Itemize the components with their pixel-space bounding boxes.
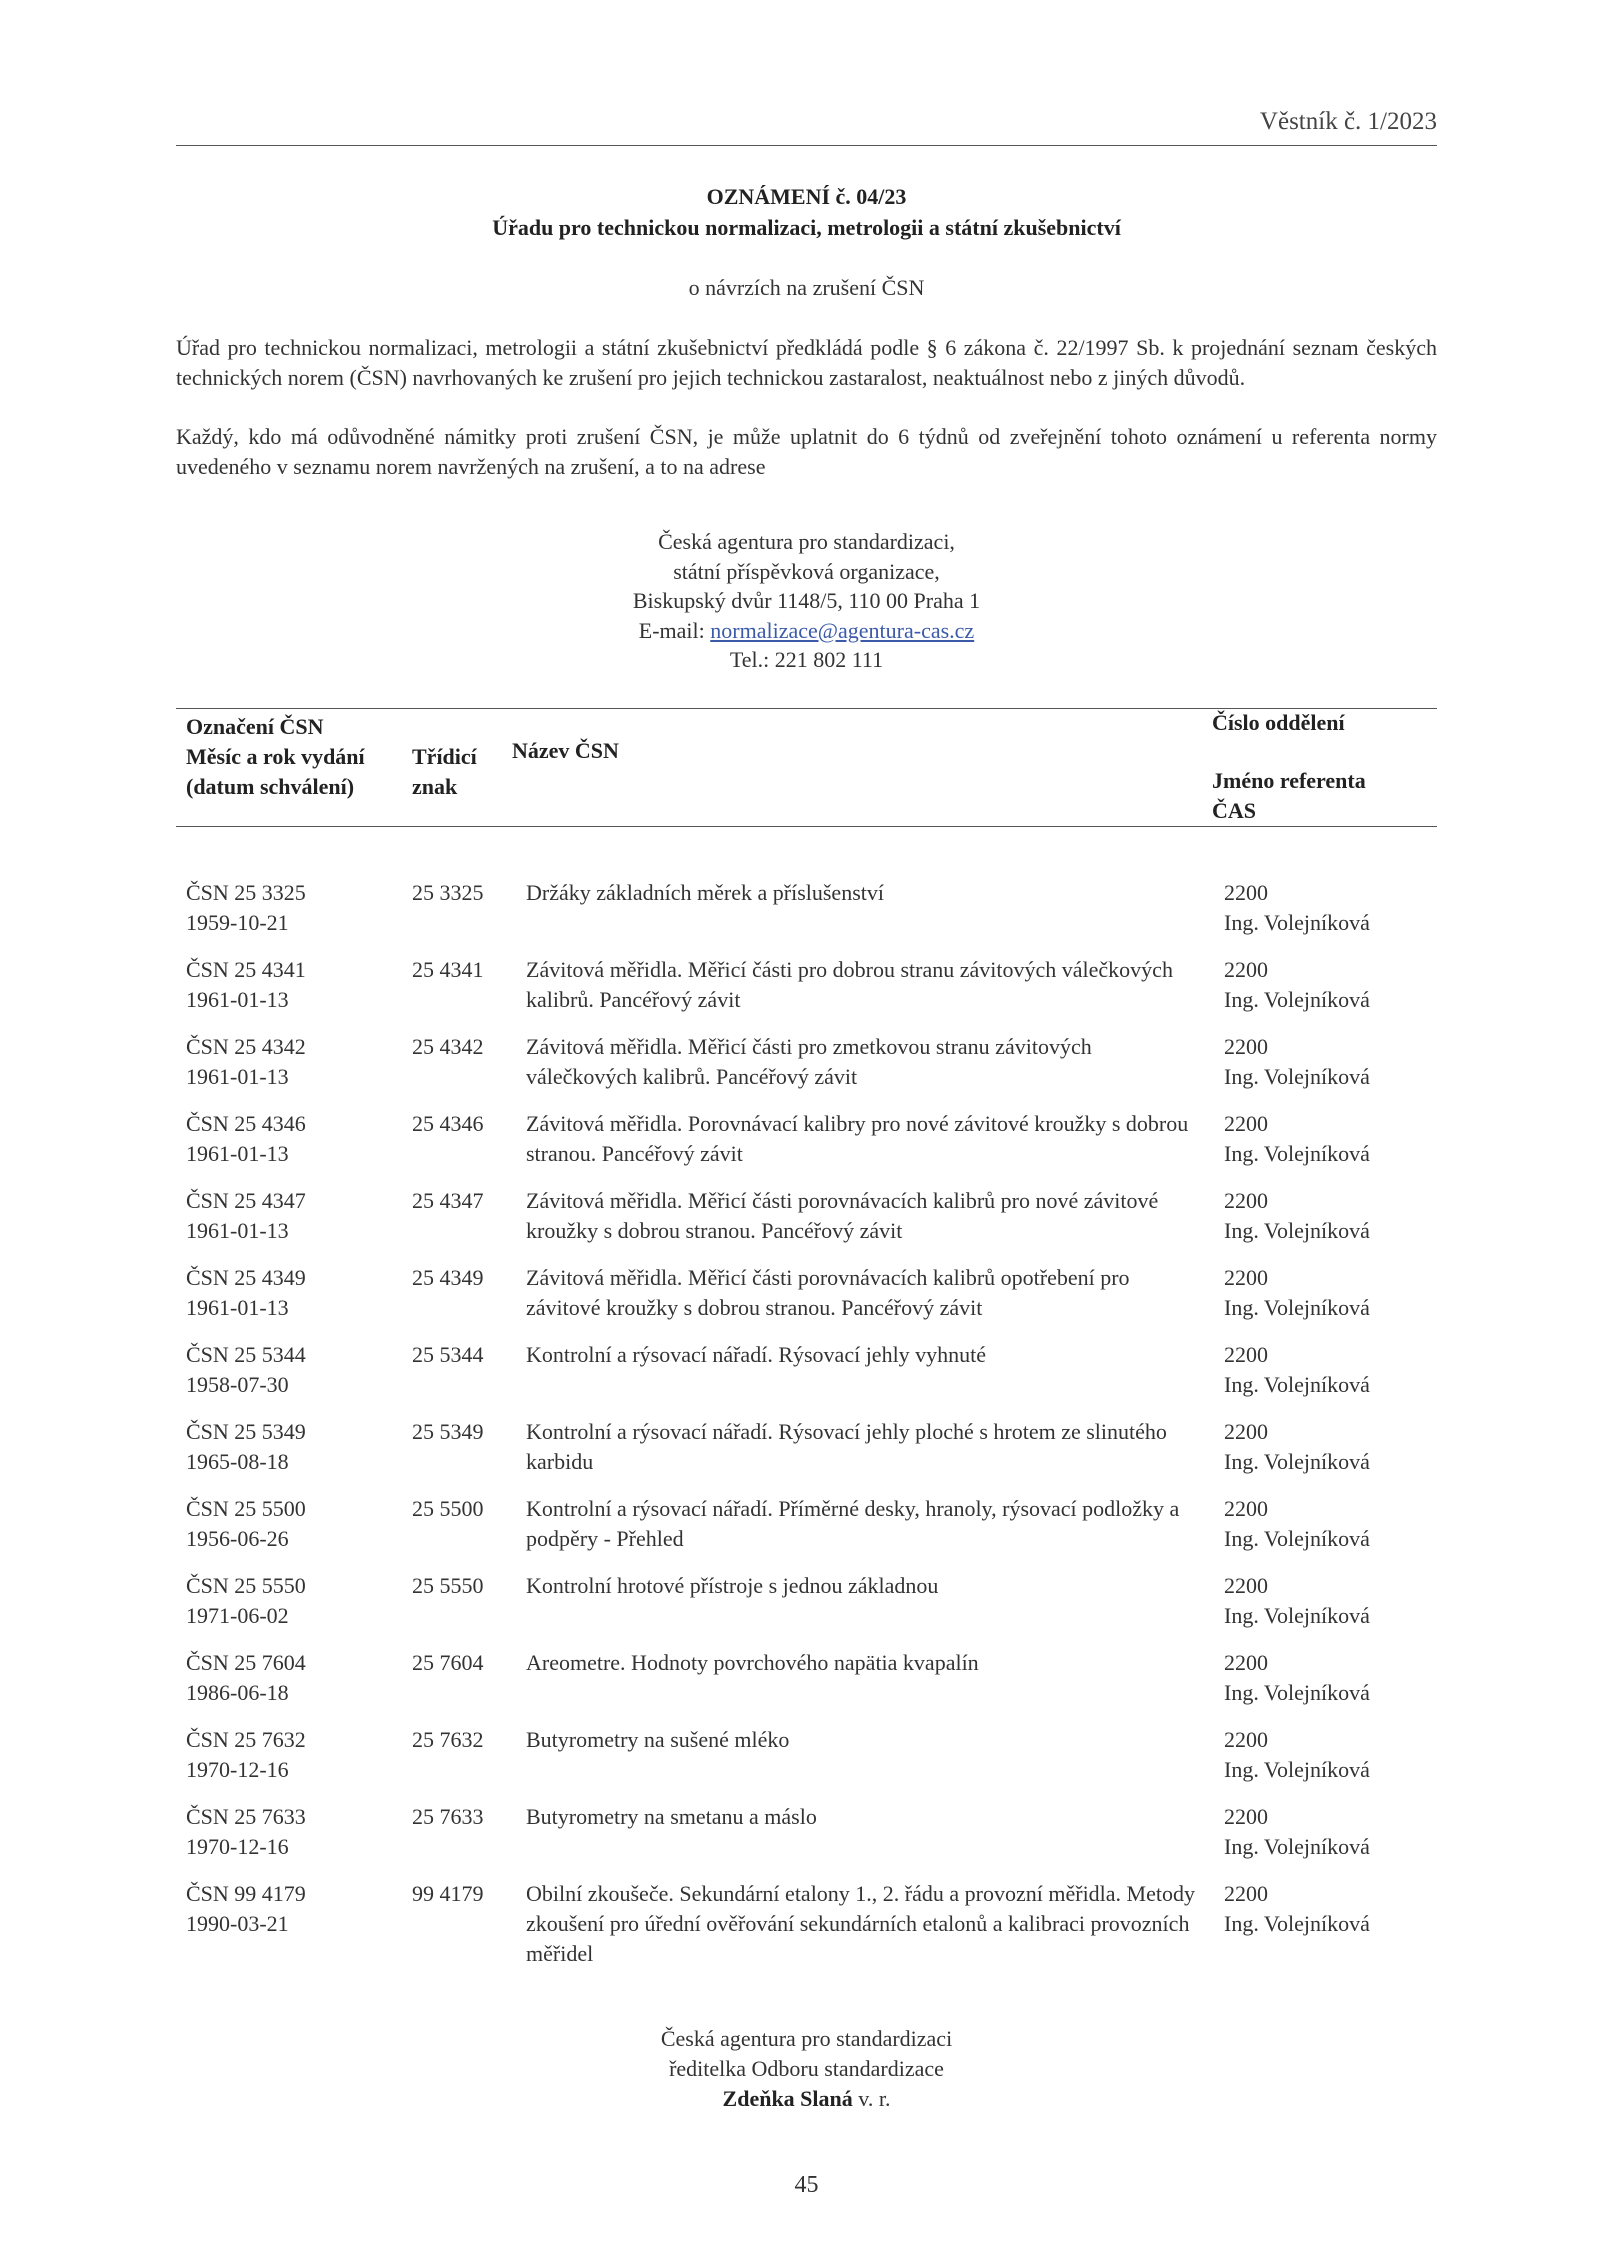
sort-code-cell: 25 3325 <box>412 880 484 905</box>
address-line: státní příspěvková organizace, <box>673 558 940 584</box>
referent-name: Ing. Volejníková <box>1224 1295 1370 1320</box>
standard-title-cell: Závitová měřidla. Porovnávací kalibry pro nové závitové kroužky s dobrou stranou. Pancéřový závit <box>526 1111 1189 1166</box>
standard-title-cell: Areometre. Hodnoty povrchového napätia kvapalín <box>526 1650 979 1675</box>
standards-table-body <box>176 878 1437 1986</box>
standard-code: ČSN 25 7633 <box>186 1804 306 1829</box>
standard-title-cell: Kontrolní a rýsovací nářadí. Rýsovací jehly ploché s hrotem ze slinutého karbidu <box>526 1419 1167 1474</box>
designation-cell <box>186 1725 396 1785</box>
designation-cell <box>186 1186 396 1246</box>
referent-cell <box>1224 1494 1437 1554</box>
running-head: Věstník č. 1/2023 <box>1259 108 1437 135</box>
sort-code-cell: 25 4342 <box>412 1034 484 1059</box>
standard-title-cell: Kontrolní hrotové přístroje s jednou základnou <box>526 1573 939 1598</box>
referent-cell <box>1224 955 1437 1015</box>
referent-cell <box>1224 1417 1437 1477</box>
signature-org: Česká agentura pro standardizaci <box>660 2026 953 2051</box>
designation-cell <box>186 1340 396 1400</box>
referent-cell <box>1224 1802 1437 1862</box>
address-line: Česká agentura pro standardizaci, <box>658 529 955 554</box>
designation-cell <box>186 1109 396 1169</box>
approval-date: 1961-01-13 <box>186 1218 289 1243</box>
header-text: Měsíc a rok vydání <box>186 744 365 769</box>
signature-block <box>176 2024 1437 2114</box>
email-link[interactable]: normalizace@agentura-cas.cz <box>710 617 975 643</box>
table-header-bottom-rule <box>176 826 1437 827</box>
sort-code-cell: 25 7604 <box>412 1650 484 1675</box>
standard-title-cell: Závitová měřidla. Měřicí části pro dobrou stranu závitových válečkových kalibrů. Pancéřový závit <box>526 957 1173 1012</box>
department-number: 2200 <box>1224 1650 1268 1675</box>
designation-cell <box>186 1648 396 1708</box>
table-row <box>176 1186 1437 1246</box>
intro-paragraph: Úřad pro technickou normalizaci, metrologii a státní zkušebnictví předkládá podle § 6 zákona č. 22/1997 Sb. k projednání seznam českých technických norem (ČSN) navrhovaných ke zrušení pro jejich technickou zastaralost, neaktuálnost nebo z jiných důvodů. <box>176 335 1437 390</box>
sort-code-cell: 25 5550 <box>412 1573 484 1598</box>
approval-date: 1959-10-21 <box>186 910 289 935</box>
referent-name: Ing. Volejníková <box>1224 1757 1370 1782</box>
table-row <box>176 1725 1437 1785</box>
referent-cell <box>1224 1186 1437 1246</box>
referent-cell <box>1224 1032 1437 1092</box>
standard-title-cell: Obilní zkoušeče. Sekundární etalony 1., 2. řádu a provozní měřidla. Metody zkoušení pro úřední ověřování sekundárních etalonů a kalibraci provozních měřidel <box>526 1881 1195 1966</box>
phone-line: Tel.: 221 802 111 <box>729 647 884 672</box>
standard-code: ČSN 25 4341 <box>186 957 306 982</box>
sort-code-cell: 25 5349 <box>412 1419 484 1444</box>
header-referent <box>1212 766 1366 826</box>
header-text: znak <box>412 774 458 799</box>
table-row <box>176 1340 1437 1400</box>
designation-cell <box>186 955 396 1015</box>
standard-title-cell: Kontrolní a rýsovací nářadí. Rýsovací jehly vyhnuté <box>526 1342 987 1367</box>
standard-title-cell: Závitová měřidla. Měřicí části porovnávacích kalibrů pro nové závitové kroužky s dobrou stranou. Pancéřový závit <box>526 1188 1159 1243</box>
sort-code-cell: 25 7632 <box>412 1727 484 1752</box>
referent-name: Ing. Volejníková <box>1224 1141 1370 1166</box>
standard-code: ČSN 25 7632 <box>186 1727 306 1752</box>
approval-date: 1990-03-21 <box>186 1911 289 1936</box>
approval-date: 1958-07-30 <box>186 1372 289 1397</box>
referent-cell <box>1224 1725 1437 1785</box>
department-number: 2200 <box>1224 1727 1268 1752</box>
signature-name: Zdeňka Slaná <box>722 2086 853 2111</box>
header-text: Jméno referenta <box>1212 768 1366 793</box>
designation-cell <box>186 1417 396 1477</box>
referent-name: Ing. Volejníková <box>1224 1064 1370 1089</box>
table-row <box>176 878 1437 938</box>
designation-cell <box>186 1879 396 1939</box>
table-row <box>176 1109 1437 1169</box>
approval-date: 1970-12-16 <box>186 1757 289 1782</box>
table-row <box>176 1263 1437 1323</box>
approval-date: 1961-01-13 <box>186 1295 289 1320</box>
approval-date: 1965-08-18 <box>186 1449 289 1474</box>
designation-cell <box>186 1263 396 1323</box>
email-label: E-mail: <box>638 617 711 643</box>
header-text: Označení ČSN <box>186 714 324 739</box>
table-row <box>176 1648 1437 1708</box>
department-number: 2200 <box>1224 1265 1268 1290</box>
standard-title-cell: Butyrometry na sušené mléko <box>526 1727 790 1752</box>
signature-suffix: v. r. <box>852 2086 891 2111</box>
document-page <box>176 0 1437 2263</box>
standard-code: ČSN 25 7604 <box>186 1650 306 1675</box>
referent-name: Ing. Volejníková <box>1224 1911 1370 1936</box>
standard-title-cell: Kontrolní a rýsovací nářadí. Příměrné desky, hranoly, rýsovací podložky a podpěry - Přehled <box>526 1496 1180 1551</box>
sort-code-cell: 99 4179 <box>412 1881 484 1906</box>
header-name: Název ČSN <box>512 738 619 763</box>
referent-name: Ing. Volejníková <box>1224 910 1370 935</box>
referent-name: Ing. Volejníková <box>1224 1603 1370 1628</box>
standard-code: ČSN 25 5349 <box>186 1419 306 1444</box>
header-department: Číslo oddělení <box>1212 710 1345 735</box>
sort-code-cell: 25 4341 <box>412 957 484 982</box>
sort-code-cell: 25 4349 <box>412 1265 484 1290</box>
referent-name: Ing. Volejníková <box>1224 1449 1370 1474</box>
designation-cell <box>186 1494 396 1554</box>
approval-date: 1970-12-16 <box>186 1834 289 1859</box>
department-number: 2200 <box>1224 1419 1268 1444</box>
notice-issuer: Úřadu pro technickou normalizaci, metrologii a státní zkušebnictví <box>492 215 1121 240</box>
address-block <box>176 527 1437 675</box>
standard-code: ČSN 25 4347 <box>186 1188 306 1213</box>
standard-title-cell: Butyrometry na smetanu a máslo <box>526 1804 817 1829</box>
sort-code-cell: 25 4347 <box>412 1188 484 1213</box>
referent-name: Ing. Volejníková <box>1224 1372 1370 1397</box>
standard-code: ČSN 25 3325 <box>186 880 306 905</box>
department-number: 2200 <box>1224 1804 1268 1829</box>
table-row <box>176 1571 1437 1631</box>
table-row <box>176 1802 1437 1862</box>
notice-subtitle: o návrzích na zrušení ČSN <box>688 275 925 300</box>
header-text: Třídicí <box>412 744 477 769</box>
referent-cell <box>1224 1109 1437 1169</box>
department-number: 2200 <box>1224 1034 1268 1059</box>
department-number: 2200 <box>1224 1188 1268 1213</box>
standard-code: ČSN 99 4179 <box>186 1881 306 1906</box>
referent-name: Ing. Volejníková <box>1224 1834 1370 1859</box>
referent-cell <box>1224 1571 1437 1631</box>
sort-code-cell: 25 5344 <box>412 1342 484 1367</box>
table-row <box>176 1417 1437 1477</box>
designation-cell <box>186 1032 396 1092</box>
referent-name: Ing. Volejníková <box>1224 1526 1370 1551</box>
header-sort-code <box>412 742 477 802</box>
table-row <box>176 955 1437 1015</box>
sort-code-cell: 25 7633 <box>412 1804 484 1829</box>
department-number: 2200 <box>1224 880 1268 905</box>
department-number: 2200 <box>1224 1573 1268 1598</box>
designation-cell <box>186 878 396 938</box>
signature-name-line <box>176 2084 1437 2114</box>
referent-name: Ing. Volejníková <box>1224 987 1370 1012</box>
department-number: 2200 <box>1224 957 1268 982</box>
department-number: 2200 <box>1224 1342 1268 1367</box>
page-number: 45 <box>794 2172 819 2198</box>
standard-code: ČSN 25 4346 <box>186 1111 306 1136</box>
standard-title-cell: Závitová měřidla. Měřicí části pro zmetkovou stranu závitových válečkových kalibrů. Pancéřový závit <box>526 1034 1092 1089</box>
referent-cell <box>1224 1648 1437 1708</box>
header-text: ČAS <box>1212 798 1257 823</box>
approval-date: 1961-01-13 <box>186 987 289 1012</box>
standard-code: ČSN 25 5550 <box>186 1573 306 1598</box>
notice-title: OZNÁMENÍ č. 04/23 <box>706 184 907 209</box>
objection-paragraph: Každý, kdo má odůvodněné námitky proti zrušení ČSN, je může uplatnit do 6 týdnů od zveřejnění tohoto oznámení u referenta normy uvedeného v seznamu norem navržených na zrušení, a to na adrese <box>176 424 1437 479</box>
approval-date: 1956-06-26 <box>186 1526 289 1551</box>
standard-code: ČSN 25 5344 <box>186 1342 306 1367</box>
standard-title-cell: Závitová měřidla. Měřicí části porovnávacích kalibrů opotřebení pro závitové kroužky s dobrou stranou. Pancéřový závit <box>526 1265 1130 1320</box>
department-number: 2200 <box>1224 1496 1268 1521</box>
address-line: Biskupský dvůr 1148/5, 110 00 Praha 1 <box>632 588 981 613</box>
standard-code: ČSN 25 5500 <box>186 1496 306 1521</box>
header-designation <box>186 712 365 802</box>
referent-cell <box>1224 1879 1437 1939</box>
sort-code-cell: 25 5500 <box>412 1496 484 1521</box>
department-number: 2200 <box>1224 1111 1268 1136</box>
referent-cell <box>1224 1340 1437 1400</box>
standard-title-cell: Držáky základních měrek a příslušenství <box>526 880 884 905</box>
table-row <box>176 1032 1437 1092</box>
approval-date: 1971-06-02 <box>186 1603 289 1628</box>
designation-cell <box>186 1802 396 1862</box>
table-row <box>176 1879 1437 1969</box>
referent-cell <box>1224 1263 1437 1323</box>
approval-date: 1961-01-13 <box>186 1141 289 1166</box>
approval-date: 1986-06-18 <box>186 1680 289 1705</box>
approval-date: 1961-01-13 <box>186 1064 289 1089</box>
header-rule <box>176 145 1437 146</box>
designation-cell <box>186 1571 396 1631</box>
referent-name: Ing. Volejníková <box>1224 1218 1370 1243</box>
standard-code: ČSN 25 4342 <box>186 1034 306 1059</box>
signature-role: ředitelka Odboru standardizace <box>669 2056 944 2081</box>
sort-code-cell: 25 4346 <box>412 1111 484 1136</box>
header-text: (datum schválení) <box>186 774 355 799</box>
standard-code: ČSN 25 4349 <box>186 1265 306 1290</box>
table-row <box>176 1494 1437 1554</box>
department-number: 2200 <box>1224 1881 1268 1906</box>
email-line <box>176 616 1437 646</box>
referent-cell <box>1224 878 1437 938</box>
referent-name: Ing. Volejníková <box>1224 1680 1370 1705</box>
